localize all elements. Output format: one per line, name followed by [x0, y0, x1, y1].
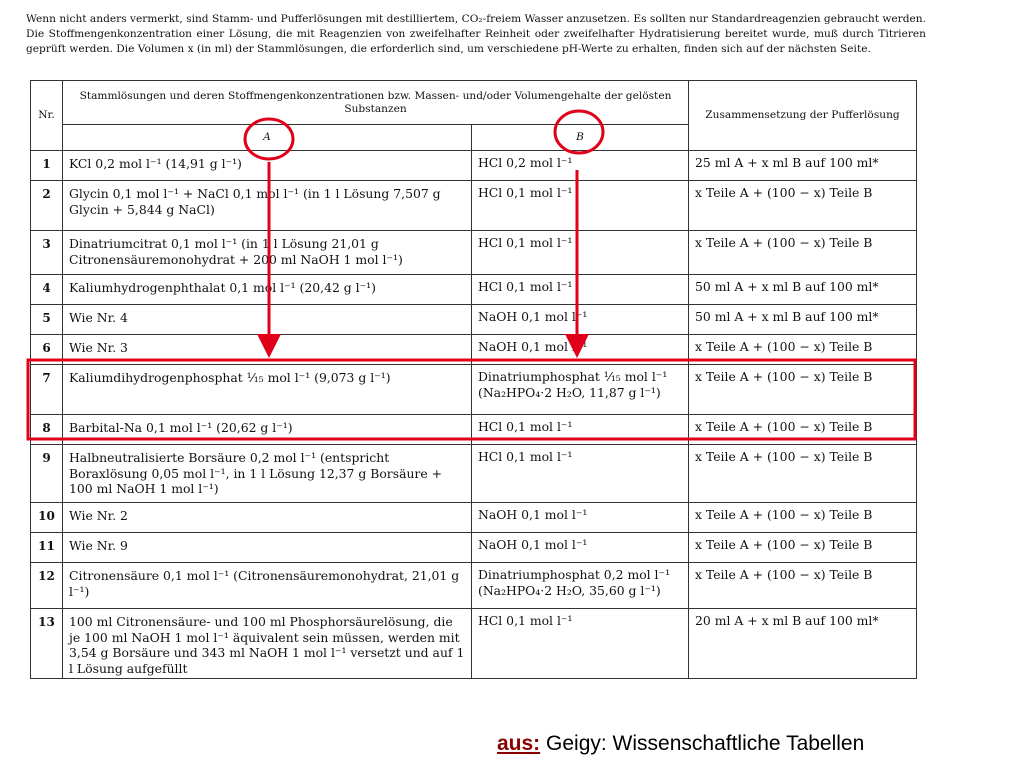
- highlight-circle-b: [555, 111, 603, 153]
- solution-b-cell: NaOH 0,1 mol l⁻¹: [472, 503, 689, 533]
- solution-b-cell: HCl 0,1 mol l⁻¹: [472, 609, 689, 679]
- composition-cell: x Teile A + (100 − x) Teile B: [689, 415, 917, 445]
- solution-a-cell: Glycin 0,1 mol l⁻¹ + NaCl 0,1 mol l⁻¹ (in 1 l Lösung 7,507 g Glycin + 5,844 g NaCl): [63, 181, 472, 231]
- composition-cell: x Teile A + (100 − x) Teile B: [689, 503, 917, 533]
- header-nr: Nr.: [31, 81, 63, 151]
- solution-b-cell: NaOH 0,1 mol l⁻¹: [472, 533, 689, 563]
- source-text: Geigy: Wissenschaftliche Tabellen: [540, 732, 865, 755]
- solution-a-cell: Citronensäure 0,1 mol l⁻¹ (Citronensäuremonohydrat, 21,01 g l⁻¹): [63, 563, 472, 609]
- solution-a-cell: Halbneutralisierte Borsäure 0,2 mol l⁻¹ (entspricht Boraxlösung 0,05 mol l⁻¹, in 1 l Lösung 12,37 g Borsäure + 100 ml NaOH 1 mol l⁻¹): [63, 445, 472, 503]
- solution-a-cell: Kaliumhydrogenphthalat 0,1 mol l⁻¹ (20,42 g l⁻¹): [63, 275, 472, 305]
- header-composition: Zusammensetzung der Pufferlösung: [689, 81, 917, 151]
- highlight-circle-a: [245, 119, 293, 159]
- header-sub-b: B: [472, 125, 689, 151]
- row-number: 6: [31, 335, 63, 365]
- header-stock-solutions: Stammlösungen und deren Stoffmengenkonzentrationen bzw. Massen- und/oder Volumengehalte der gelösten Substanzen: [63, 81, 689, 125]
- composition-cell: x Teile A + (100 − x) Teile B: [689, 365, 917, 415]
- solution-a-cell: Dinatriumcitrat 0,1 mol l⁻¹ (in 1 l Lösung 21,01 g Citronensäuremonohydrat + 200 ml NaOH 1 mol l⁻¹): [63, 231, 472, 275]
- solution-a-cell: Wie Nr. 2: [63, 503, 472, 533]
- composition-cell: x Teile A + (100 − x) Teile B: [689, 335, 917, 365]
- intro-paragraph: Wenn nicht anders vermerkt, sind Stamm- und Pufferlösungen mit destilliertem, CO₂-freiem Wasser anzusetzen. Es sollten nur Standardreagenzien gebraucht werden. Die Stoffmengenkonzentration einer Lösung, die mit Reagenzien von zweifelhafter Reinheit oder zweifelhafter Hydratisierung bereitet wurde, muß durch Titrieren geprüft werden. Die Volumen x (in ml) der Stammlösungen, die erforderlich sind, um verschiedene pH-Werte zu erhalten, finden sich auf der nächsten Seite.: [26, 13, 926, 55]
- solution-b-cell: Dinatriumphosphat ¹⁄₁₅ mol l⁻¹ (Na₂HPO₄·2 H₂O, 11,87 g l⁻¹): [472, 365, 689, 415]
- solution-a-cell: Wie Nr. 9: [63, 533, 472, 563]
- composition-cell: 25 ml A + x ml B auf 100 ml*: [689, 151, 917, 181]
- composition-cell: x Teile A + (100 − x) Teile B: [689, 231, 917, 275]
- solution-b-cell: HCl 0,2 mol l⁻¹: [472, 151, 689, 181]
- solution-b-cell: HCl 0,1 mol l⁻¹: [472, 275, 689, 305]
- row-number: 13: [31, 609, 63, 679]
- solution-b-cell: HCl 0,1 mol l⁻¹: [472, 231, 689, 275]
- solution-a-cell: Wie Nr. 4: [63, 305, 472, 335]
- solution-a-cell: Barbital-Na 0,1 mol l⁻¹ (20,62 g l⁻¹): [63, 415, 472, 445]
- solution-b-cell: HCl 0,1 mol l⁻¹: [472, 415, 689, 445]
- row-number: 5: [31, 305, 63, 335]
- source-label: aus:: [497, 732, 541, 755]
- composition-cell: x Teile A + (100 − x) Teile B: [689, 181, 917, 231]
- solution-a-cell: Wie Nr. 3: [63, 335, 472, 365]
- solution-b-cell: Dinatriumphosphat 0,2 mol l⁻¹ (Na₂HPO₄·2 H₂O, 35,60 g l⁻¹): [472, 563, 689, 609]
- solution-b-cell: HCl 0,1 mol l⁻¹: [472, 181, 689, 231]
- composition-cell: 50 ml A + x ml B auf 100 ml*: [689, 305, 917, 335]
- row-number: 2: [31, 181, 63, 231]
- solution-b-cell: NaOH 0,1 mol l⁻¹: [472, 335, 689, 365]
- row-number: 10: [31, 503, 63, 533]
- solution-b-cell: NaOH 0,1 mol l⁻¹: [472, 305, 689, 335]
- solution-a-cell: KCl 0,2 mol l⁻¹ (14,91 g l⁻¹): [63, 151, 472, 181]
- source-citation: [497, 732, 864, 756]
- solution-a-cell: Kaliumdihydrogenphosphat ¹⁄₁₅ mol l⁻¹ (9,073 g l⁻¹): [63, 365, 472, 415]
- row-number: 3: [31, 231, 63, 275]
- header-sub-a: A: [63, 125, 472, 151]
- row-number: 7: [31, 365, 63, 415]
- composition-cell: 20 ml A + x ml B auf 100 ml*: [689, 609, 917, 679]
- composition-cell: 50 ml A + x ml B auf 100 ml*: [689, 275, 917, 305]
- composition-cell: x Teile A + (100 − x) Teile B: [689, 533, 917, 563]
- composition-cell: x Teile A + (100 − x) Teile B: [689, 445, 917, 503]
- row-number: 8: [31, 415, 63, 445]
- row-number: 1: [31, 151, 63, 181]
- row-number: 4: [31, 275, 63, 305]
- row-number: 12: [31, 563, 63, 609]
- row-number: 11: [31, 533, 63, 563]
- composition-cell: x Teile A + (100 − x) Teile B: [689, 563, 917, 609]
- solution-a-cell: 100 ml Citronensäure- und 100 ml Phosphorsäurelösung, die je 100 ml NaOH 1 mol l⁻¹ äquivalent sein müssen, werden mit 3,54 g Borsäure und 343 ml NaOH 1 mol l⁻¹ versetzt und auf 1 l Lösung aufgefüllt: [63, 609, 472, 679]
- solution-b-cell: HCl 0,1 mol l⁻¹: [472, 445, 689, 503]
- highlight-rows-7-8: [28, 360, 915, 439]
- row-number: 9: [31, 445, 63, 503]
